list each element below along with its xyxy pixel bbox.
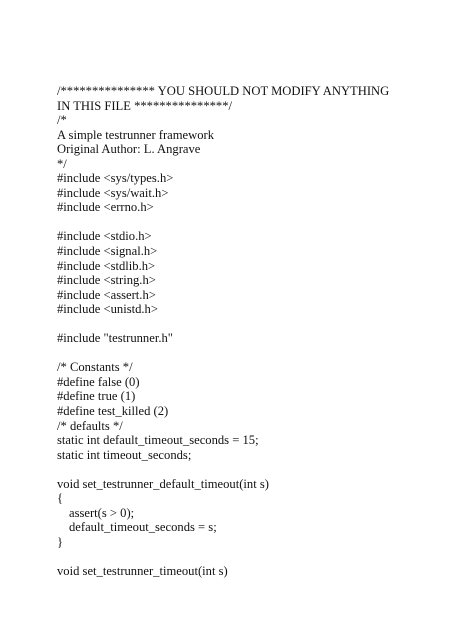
code-line: #include <sys/wait.h>	[57, 185, 169, 200]
code-line: Original Author: L. Angrave	[57, 142, 201, 157]
code-line: void set_testrunner_timeout(int s)	[57, 564, 228, 579]
code-listing	[57, 84, 437, 579]
code-line: void set_testrunner_default_timeout(int s)	[57, 476, 269, 491]
code-line: #include <unistd.h>	[57, 302, 158, 317]
code-line: /* Constants */	[57, 360, 133, 375]
code-line: }	[57, 534, 64, 549]
blank-line	[57, 215, 437, 230]
code-line: {	[57, 491, 64, 506]
code-line: static int timeout_seconds;	[57, 447, 192, 462]
code-line: IN THIS FILE ***************/	[57, 98, 233, 113]
code-line: default_timeout_seconds = s;	[69, 520, 217, 535]
blank-line	[57, 462, 437, 477]
code-line: A simple testrunner framework	[57, 127, 215, 142]
code-line: assert(s > 0);	[69, 505, 135, 520]
code-line: #include <string.h>	[57, 273, 156, 288]
code-line: #include "testrunner.h"	[57, 331, 173, 346]
code-line: #include <signal.h>	[57, 244, 158, 259]
code-line: #include <errno.h>	[57, 200, 154, 215]
code-line: /*	[57, 113, 67, 128]
code-line: static int default_timeout_seconds = 15;	[57, 433, 259, 448]
code-line: #define true (1)	[57, 389, 136, 404]
code-line: /*************** YOU SHOULD NOT MODIFY ANYTHING	[57, 84, 390, 98]
code-line: #define test_killed (2)	[57, 404, 169, 419]
code-line: /* defaults */	[57, 418, 123, 433]
blank-line	[57, 346, 437, 361]
code-line: #include <stdlib.h>	[57, 258, 156, 273]
code-line: #include <sys/types.h>	[57, 171, 174, 186]
code-line: #include <assert.h>	[57, 287, 156, 302]
code-line: */	[57, 156, 67, 171]
code-line: #include <stdio.h>	[57, 229, 152, 244]
blank-line	[57, 317, 437, 332]
blank-line	[57, 550, 437, 565]
code-line: #define false (0)	[57, 374, 140, 389]
